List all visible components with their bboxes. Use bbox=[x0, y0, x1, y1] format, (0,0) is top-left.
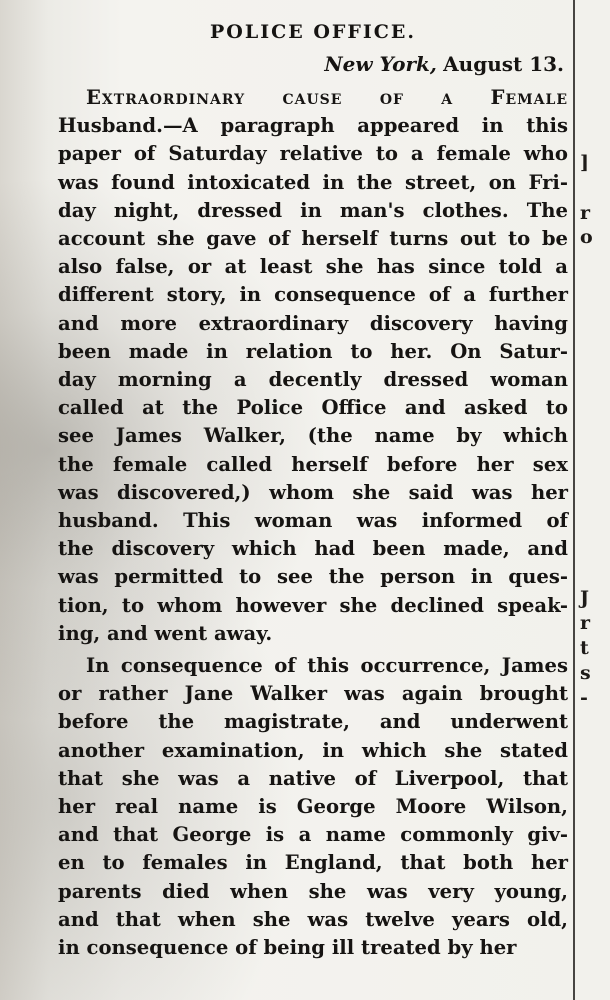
text-line: or rather Jane Walker was again brought bbox=[58, 682, 568, 706]
text-line: her real name is George Moore Wilson, bbox=[58, 795, 568, 819]
text-line: another examination, in which she stated bbox=[58, 738, 568, 762]
dateline-date: August 13. bbox=[443, 52, 564, 76]
text-line: account she gave of herself turns out to be bbox=[58, 227, 568, 251]
edge-fragment: o bbox=[580, 226, 593, 248]
edge-fragment: s bbox=[580, 662, 591, 684]
text-line: en to females in England, that both her bbox=[58, 851, 568, 875]
text-line: and that when she was twelve years old, bbox=[58, 907, 568, 931]
article-paragraph-1 bbox=[58, 84, 568, 648]
edge-fragment: r bbox=[580, 202, 591, 224]
text-line: see James Walker, (the name by which bbox=[58, 424, 568, 448]
edge-fragment: r bbox=[580, 612, 591, 634]
text-line: day night, dressed in man's clothes. The bbox=[58, 198, 568, 222]
text-line: before the magistrate, and underwent bbox=[58, 710, 568, 734]
text-line: ing, and went away. bbox=[58, 621, 273, 645]
text-line: in consequence of being ill treated by her bbox=[58, 936, 517, 960]
text-line: was found intoxicated in the street, on Fri- bbox=[58, 170, 568, 194]
text-line: that she was a native of Liverpool, that bbox=[58, 766, 568, 790]
text-line: In consequence of this occurrence, James bbox=[86, 654, 568, 678]
dateline bbox=[58, 50, 564, 78]
text-line: also false, or at least she has since told a bbox=[58, 255, 568, 279]
text-line: the female called herself before her sex bbox=[58, 452, 568, 476]
article-heading: POLICE OFFICE. bbox=[210, 21, 416, 43]
text-line: and that George is a name commonly giv- bbox=[58, 823, 568, 847]
text-line: called at the Police Office and asked to bbox=[58, 396, 568, 420]
text-line: was discovered,) whom she said was her bbox=[58, 480, 568, 504]
text-line: Husband.—A paragraph appeared in this bbox=[58, 114, 568, 138]
text-line: and more extraordinary discovery having bbox=[58, 311, 568, 335]
article-paragraph-2 bbox=[58, 652, 568, 962]
text-line: day morning a decently dressed woman bbox=[58, 368, 568, 392]
text-line: husband. This woman was informed of bbox=[58, 509, 568, 533]
text-line: Extraordinary cause of a Female bbox=[86, 86, 568, 109]
column-rule bbox=[573, 0, 575, 1000]
text-line: paper of Saturday relative to a female who bbox=[58, 142, 568, 166]
edge-fragment: - bbox=[580, 687, 588, 709]
text-line: was permitted to see the person in ques- bbox=[58, 565, 568, 589]
text-line: been made in relation to her. On Satur- bbox=[58, 339, 568, 363]
edge-fragment: ] bbox=[580, 152, 589, 174]
text-line: parents died when she was very young, bbox=[58, 879, 568, 903]
article-column bbox=[58, 18, 568, 962]
edge-fragment: t bbox=[580, 637, 589, 659]
text-line: different story, in consequence of a further bbox=[58, 283, 568, 307]
text-line: the discovery which had been made, and bbox=[58, 537, 568, 561]
dateline-place: New York, bbox=[324, 52, 437, 76]
edge-fragment: J bbox=[580, 587, 589, 609]
text-line: tion, to whom however she declined speak- bbox=[58, 593, 568, 617]
